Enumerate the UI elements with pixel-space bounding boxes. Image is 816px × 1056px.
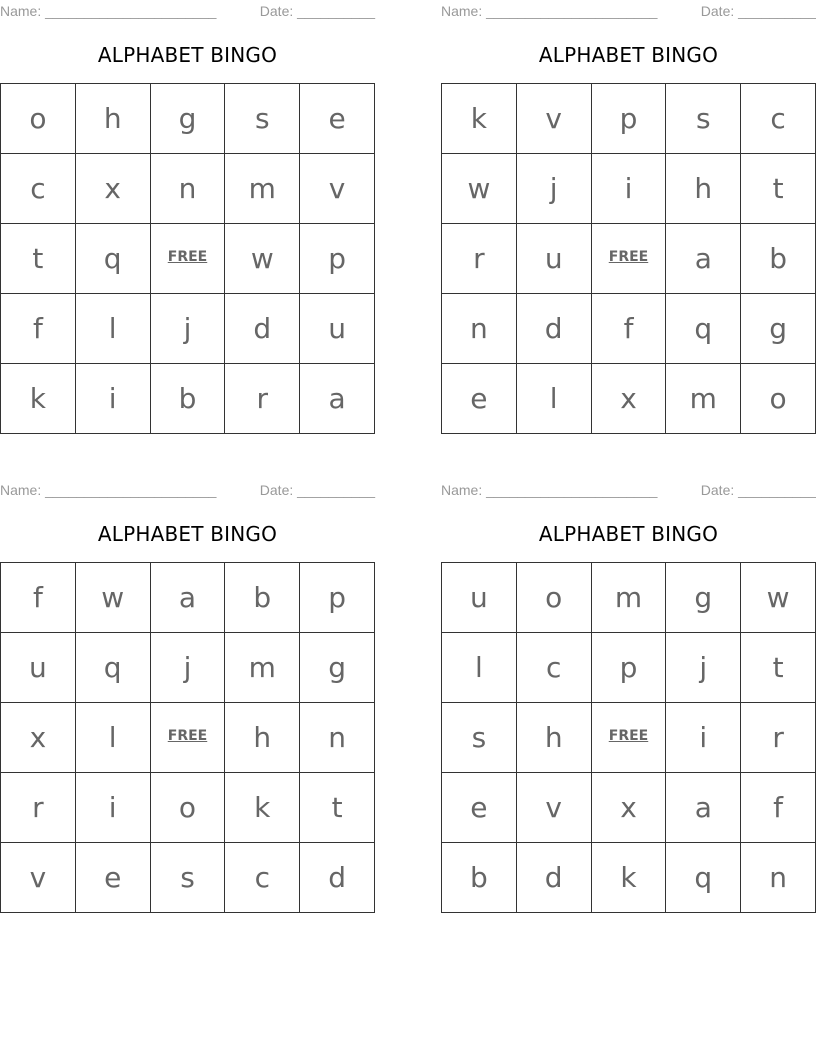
- bingo-cell: v: [1, 843, 76, 913]
- date-field-label: Date: __________: [259, 3, 375, 19]
- bingo-cell: t: [741, 154, 816, 224]
- bingo-cell: o: [741, 364, 816, 434]
- bingo-cell: r: [442, 224, 517, 294]
- name-field-label: Name: ______________________: [441, 3, 658, 19]
- bingo-cell: f: [1, 294, 76, 364]
- bingo-cell: n: [151, 154, 226, 224]
- bingo-card-1: [0, 0, 375, 434]
- bingo-cell: x: [592, 364, 667, 434]
- name-field-label: Name: ______________________: [441, 482, 658, 498]
- bingo-cell: a: [300, 364, 375, 434]
- bingo-cell: c: [517, 633, 592, 703]
- bingo-cell: o: [517, 563, 592, 633]
- bingo-cell: l: [76, 703, 151, 773]
- bingo-cell: w: [225, 224, 300, 294]
- bingo-cell: e: [442, 364, 517, 434]
- bingo-cell: o: [151, 773, 226, 843]
- bingo-cell: o: [1, 84, 76, 154]
- date-field-label: Date: __________: [259, 482, 375, 498]
- bingo-cell: p: [592, 633, 667, 703]
- bingo-cell: r: [225, 364, 300, 434]
- bingo-cell: a: [666, 773, 741, 843]
- bingo-cell: g: [741, 294, 816, 364]
- free-space-cell: FREE: [592, 703, 667, 773]
- date-field-label: Date: __________: [700, 3, 816, 19]
- bingo-cell: q: [76, 224, 151, 294]
- bingo-cell: w: [442, 154, 517, 224]
- bingo-cell: p: [592, 84, 667, 154]
- bingo-cell: l: [442, 633, 517, 703]
- bingo-cell: s: [225, 84, 300, 154]
- bingo-grid: [0, 562, 375, 913]
- bingo-cell: b: [442, 843, 517, 913]
- bingo-cell: c: [1, 154, 76, 224]
- bingo-cell: n: [442, 294, 517, 364]
- bingo-cell: v: [517, 773, 592, 843]
- bingo-cell: r: [1, 773, 76, 843]
- bingo-cell: i: [592, 154, 667, 224]
- bingo-cell: f: [592, 294, 667, 364]
- bingo-grid: [441, 562, 816, 913]
- bingo-grid: [0, 83, 375, 434]
- bingo-cell: p: [300, 563, 375, 633]
- bingo-cell: b: [225, 563, 300, 633]
- bingo-cell: q: [666, 843, 741, 913]
- bingo-cell: f: [1, 563, 76, 633]
- bingo-cell: b: [151, 364, 226, 434]
- bingo-cell: x: [1, 703, 76, 773]
- bingo-cell: k: [1, 364, 76, 434]
- bingo-cell: h: [517, 703, 592, 773]
- bingo-cell: g: [666, 563, 741, 633]
- bingo-card-3: [0, 479, 375, 913]
- bingo-cell: u: [517, 224, 592, 294]
- bingo-cell: g: [300, 633, 375, 703]
- bingo-cell: p: [300, 224, 375, 294]
- bingo-cell: g: [151, 84, 226, 154]
- bingo-cell: s: [442, 703, 517, 773]
- bingo-cell: s: [666, 84, 741, 154]
- bingo-cell: r: [741, 703, 816, 773]
- bingo-cell: i: [76, 773, 151, 843]
- bingo-cell: e: [442, 773, 517, 843]
- name-field-label: Name: ______________________: [0, 482, 217, 498]
- bingo-cell: l: [517, 364, 592, 434]
- bingo-cell: m: [666, 364, 741, 434]
- free-space-cell: FREE: [151, 224, 226, 294]
- bingo-cell: j: [151, 294, 226, 364]
- bingo-cell: h: [225, 703, 300, 773]
- bingo-cell: m: [592, 563, 667, 633]
- bingo-cell: e: [300, 84, 375, 154]
- bingo-cell: m: [225, 633, 300, 703]
- bingo-cell: j: [666, 633, 741, 703]
- free-space-cell: FREE: [151, 703, 226, 773]
- bingo-cell: c: [741, 84, 816, 154]
- bingo-cell: f: [741, 773, 816, 843]
- bingo-cell: e: [76, 843, 151, 913]
- bingo-cell: b: [741, 224, 816, 294]
- bingo-card-2: [441, 0, 816, 434]
- bingo-cell: i: [666, 703, 741, 773]
- bingo-cell: k: [225, 773, 300, 843]
- bingo-cell: a: [666, 224, 741, 294]
- bingo-grid: [441, 83, 816, 434]
- bingo-cell: v: [300, 154, 375, 224]
- free-space-cell: FREE: [592, 224, 667, 294]
- bingo-card-4: [441, 479, 816, 913]
- bingo-cell: m: [225, 154, 300, 224]
- bingo-cell: x: [592, 773, 667, 843]
- bingo-cell: q: [76, 633, 151, 703]
- bingo-cell: n: [300, 703, 375, 773]
- bingo-cell: d: [517, 294, 592, 364]
- card-title: ALPHABET BINGO: [538, 43, 719, 67]
- bingo-cell: a: [151, 563, 226, 633]
- bingo-cell: d: [225, 294, 300, 364]
- bingo-cell: l: [76, 294, 151, 364]
- bingo-cell: q: [666, 294, 741, 364]
- bingo-cell: j: [151, 633, 226, 703]
- bingo-cell: u: [1, 633, 76, 703]
- bingo-cell: d: [517, 843, 592, 913]
- bingo-cell: v: [517, 84, 592, 154]
- bingo-cell: t: [300, 773, 375, 843]
- bingo-cell: u: [300, 294, 375, 364]
- bingo-cell: i: [76, 364, 151, 434]
- bingo-cell: c: [225, 843, 300, 913]
- bingo-cell: w: [741, 563, 816, 633]
- card-title: ALPHABET BINGO: [97, 43, 278, 67]
- bingo-cell: h: [76, 84, 151, 154]
- date-field-label: Date: __________: [700, 482, 816, 498]
- bingo-cell: h: [666, 154, 741, 224]
- bingo-cell: s: [151, 843, 226, 913]
- name-field-label: Name: ______________________: [0, 3, 217, 19]
- bingo-cell: k: [592, 843, 667, 913]
- bingo-cell: j: [517, 154, 592, 224]
- bingo-cell: k: [442, 84, 517, 154]
- bingo-cell: u: [442, 563, 517, 633]
- bingo-cell: x: [76, 154, 151, 224]
- bingo-cell: n: [741, 843, 816, 913]
- bingo-cell: d: [300, 843, 375, 913]
- card-title: ALPHABET BINGO: [97, 522, 278, 546]
- bingo-cell: w: [76, 563, 151, 633]
- bingo-cell: t: [741, 633, 816, 703]
- bingo-cell: t: [1, 224, 76, 294]
- card-title: ALPHABET BINGO: [538, 522, 719, 546]
